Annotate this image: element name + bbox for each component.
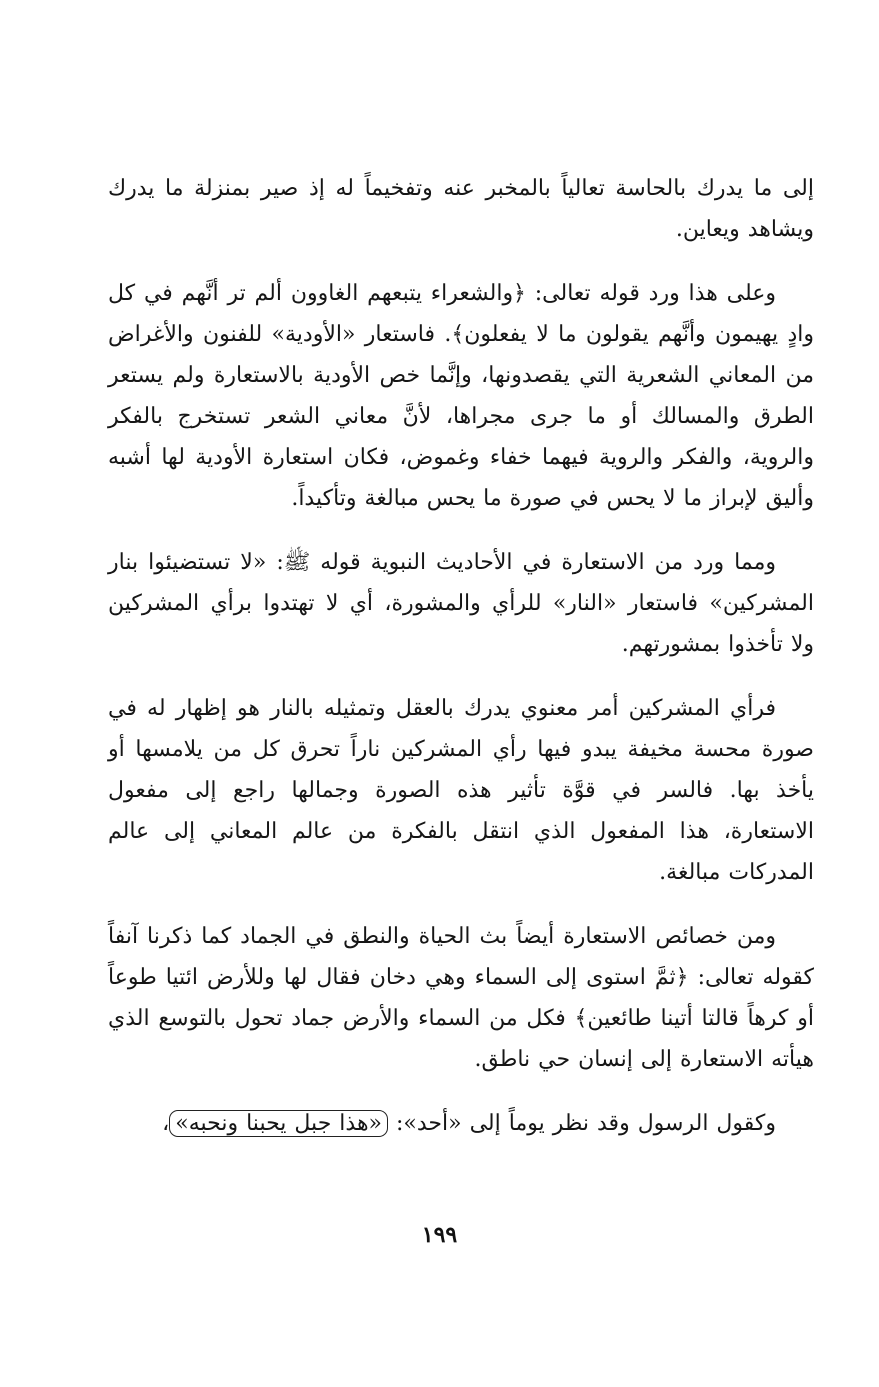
book-page-body (108, 168, 814, 1144)
paragraph-1: إلى ما يدرك بالحاسة تعالياً بالمخبر عنه وتفخيماً له إذ صير بمنزلة ما يدرك ويشاهد ويعاين. (108, 176, 814, 242)
last-line-lead: وكقول الرسول وقد نظر يوماً إلى «أحد»: (388, 1111, 776, 1136)
boxed-hadith-quote: «هذا جبل يحبنا ونحبه» (169, 1110, 388, 1137)
page-number: ١٩٩ (421, 1222, 458, 1248)
paragraph-5: ومن خصائص الاستعارة أيضاً بث الحياة والنطق في الجماد كما ذكرنا آنفاً كقوله تعالى: ﴿ثمَّ استوى إلى السماء وهي دخان فقال لها وللأرض ائتيا طوعاً أو كرهاً قالتا أتينا طائعين﴾ فكل من السماء والأرض جماد تحول بالتوسع الذي هيأته الاستعارة إلى إنسان حي ناطق. (108, 924, 814, 1072)
last-line-tail: ، (162, 1111, 170, 1136)
paragraph-4: فرأي المشركين أمر معنوي يدرك بالعقل وتمثيله بالنار هو إظهار له في صورة محسة مخيفة يبدو فيها رأي المشركين ناراً تحرق كل من يلامسها أو يأخذ بها. فالسر في قوَّة تأثير هذه الصورة وجمالها راجع إلى مفعول الاستعارة، هذا المفعول الذي انتقل بالفكرة من عالم المعاني إلى عالم المدركات مبالغة. (108, 696, 814, 885)
paragraph-6 (108, 1103, 814, 1144)
paragraph-2: وعلى هذا ورد قوله تعالى: ﴿والشعراء يتبعهم الغاوون ألم تر أنَّهم في كل وادٍ يهيمون وأنَّهم يقولون ما لا يفعلون﴾. فاستعار «الأودية» للفنون والأغراض من المعاني الشعرية التي يقصدونها، وإنَّما خص الأودية بالاستعارة ولم يستعر الطرق والمسالك أو ما جرى مجراها، لأنَّ معاني الشعر تستخرج بالفكر والروية، والفكر والروية فيهما خفاء وغموض، فكان استعارة الأودية لها أشبه وأليق لإبراز ما لا يحس في صورة ما يحس مبالغة وتأكيداً. (108, 281, 814, 511)
paragraph-3: ومما ورد من الاستعارة في الأحاديث النبوية قوله ﷺ: «لا تستضيئوا بنار المشركين» فاستعار «النار» للرأي والمشورة، أي لا تهتدوا برأي المشركين ولا تأخذوا بمشورتهم. (108, 550, 814, 657)
